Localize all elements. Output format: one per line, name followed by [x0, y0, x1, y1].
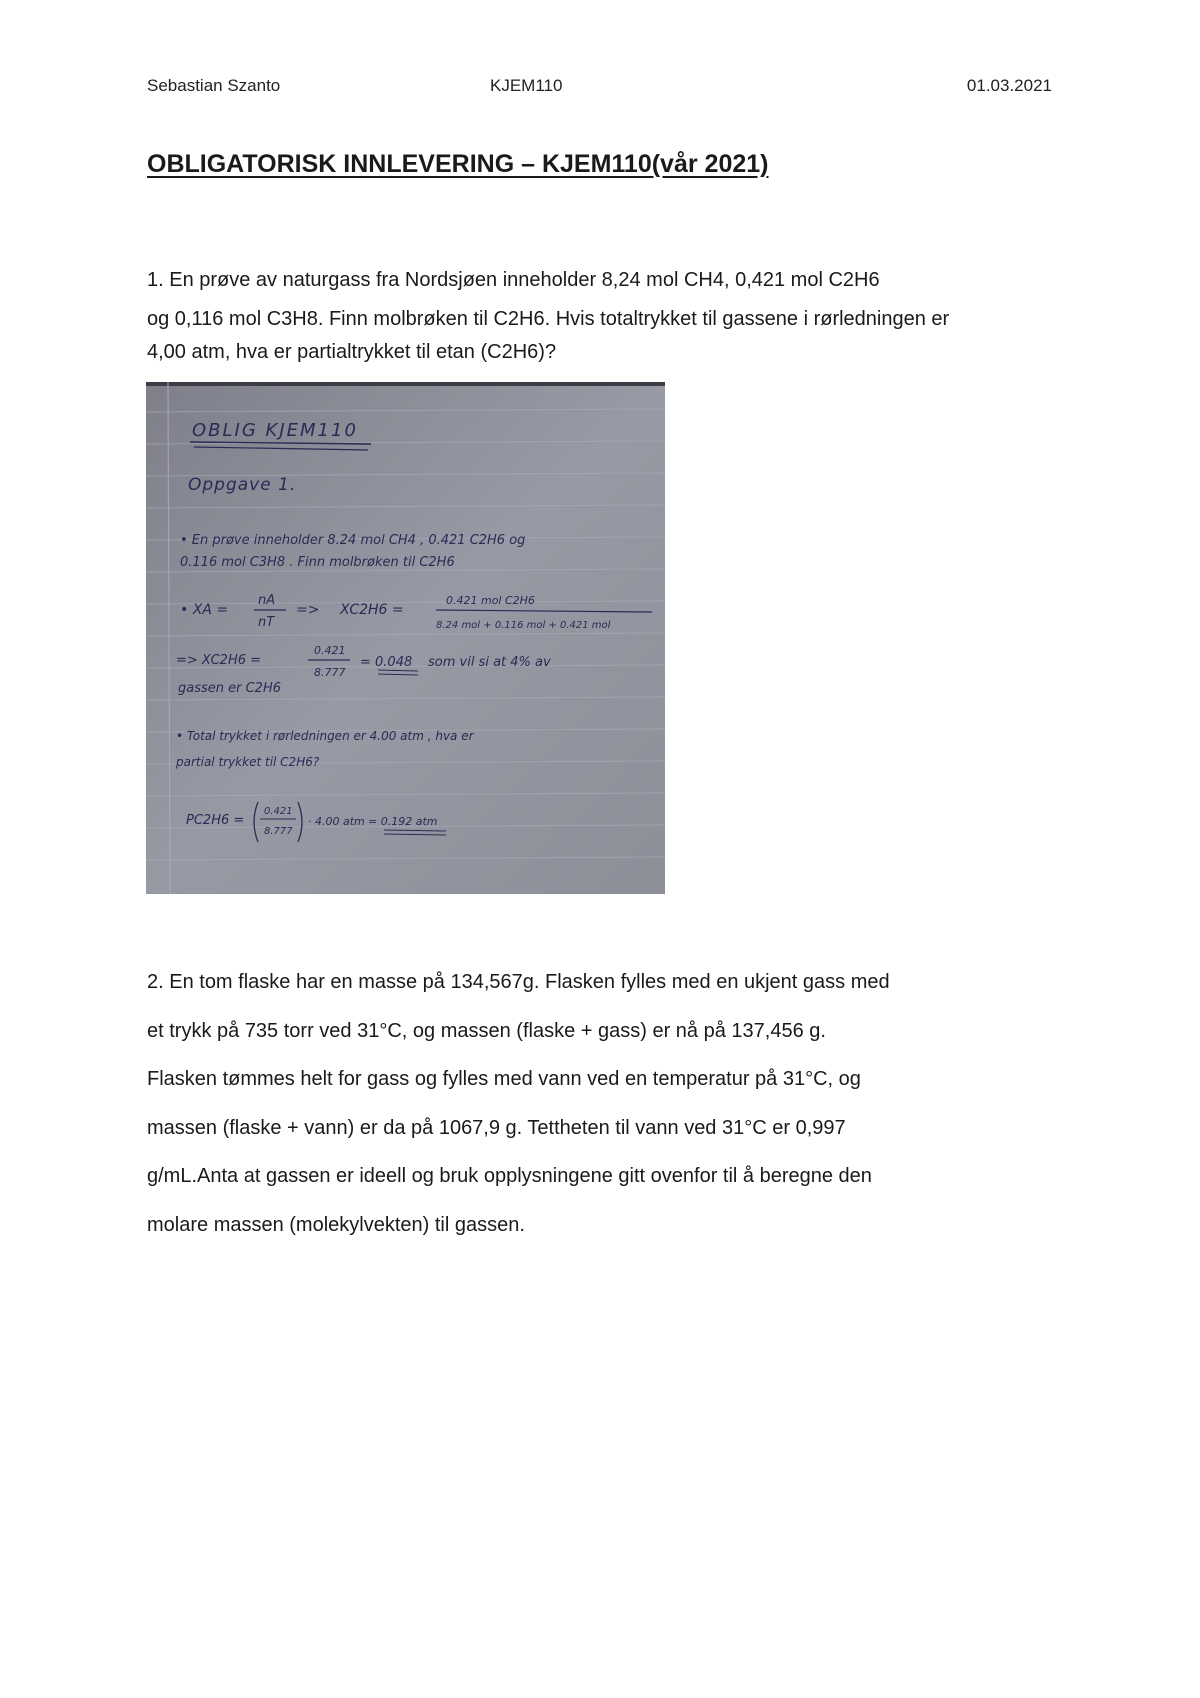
hw-xc2h6: XC2H6 =	[340, 602, 404, 618]
course-code: KJEM110	[490, 76, 563, 95]
hw-arrow: =>	[296, 602, 320, 618]
document-title: OBLIGATORISK INNLEVERING – KJEM110(vår 2021)	[147, 150, 769, 178]
hw-line-2: 0.116 mol C3H8 . Finn molbrøken til C2H6	[180, 555, 455, 570]
page-header	[147, 76, 1052, 100]
question-2-line-6: molare massen (molekylvekten) til gassen.	[147, 1213, 525, 1236]
question-2-line-5: g/mL.Anta at gassen er ideell og bruk opplysningene gitt ovenfor til å beregne den	[147, 1165, 872, 1187]
question-2-text	[147, 958, 1067, 1249]
hw-line-8-mid: · 4.00 atm	[308, 815, 365, 828]
question-1-line-2: og 0,116 mol C3H8. Finn molbrøken til C2H6. Hvis totaltrykket til gassene i rørledningen er	[147, 308, 950, 330]
hw-nt: nT	[258, 615, 275, 630]
question-1-line-1: 1. En prøve av naturgass fra Nordsjøen inneholder 8,24 mol CH4, 0,421 mol C2H6	[147, 269, 880, 291]
hw-line-8-bottom: 8.777	[264, 826, 293, 837]
question-2-line-2: et trykk på 735 torr ved 31°C, og massen (flaske + gass) er nå på 137,456 g.	[147, 1019, 826, 1042]
question-1-first-line	[147, 254, 1067, 306]
hw-line-8-start: PC2H6 =	[186, 813, 245, 828]
hw-na: nA	[258, 593, 276, 608]
hw-frac-top: 0.421 mol C2H6	[446, 594, 535, 607]
hw-xa: • XA =	[180, 602, 229, 618]
hw-frac-bottom: 8.24 mol + 0.116 mol + 0.421 mol	[436, 620, 611, 631]
hw-line-4-text: som vil si at 4% av	[428, 655, 551, 670]
question-2-line-4: massen (flaske + vann) er da på 1067,9 g. Tettheten til vann ved 31°C er 0,997	[147, 1116, 846, 1139]
handwritten-notes	[146, 382, 665, 894]
question-1-line-3: 4,00 atm, hva er partialtrykket til etan (C2H6)?	[147, 341, 557, 363]
hw-line-5: gassen er C2H6	[178, 681, 282, 696]
hw-line-8-result: = 0.192 atm	[368, 815, 438, 828]
handwritten-solution-photo	[146, 382, 665, 894]
hw-line-4-result: = 0.048	[360, 655, 413, 670]
hw-line-4-top: 0.421	[314, 644, 346, 657]
hw-line-7: partial trykket til C2H6?	[176, 755, 320, 769]
hw-line-4-bottom: 8.777	[314, 666, 346, 679]
question-1-text	[147, 303, 1067, 369]
author-name: Sebastian Szanto	[147, 76, 281, 95]
question-2-line-1: 2. En tom flaske har en masse på 134,567g. Flasken fylles med en ukjent gass med	[147, 971, 890, 993]
document-date: 01.03.2021	[966, 76, 1052, 95]
hw-task-label: Oppgave 1.	[188, 475, 297, 495]
hw-line-4-start: => XC2H6 =	[176, 653, 262, 668]
hw-line-6: • Total trykket i rørledningen er 4.00 atm , hva er	[176, 729, 474, 743]
hw-line-8-top: 0.421	[264, 806, 293, 817]
hw-heading: OBLIG KJEM110	[192, 420, 358, 441]
hw-line-1: • En prøve inneholder 8.24 mol CH4 , 0.421 C2H6 og	[180, 533, 526, 548]
question-2-line-3: Flasken tømmes helt for gass og fylles med vann ved en temperatur på 31°C, og	[147, 1068, 861, 1090]
